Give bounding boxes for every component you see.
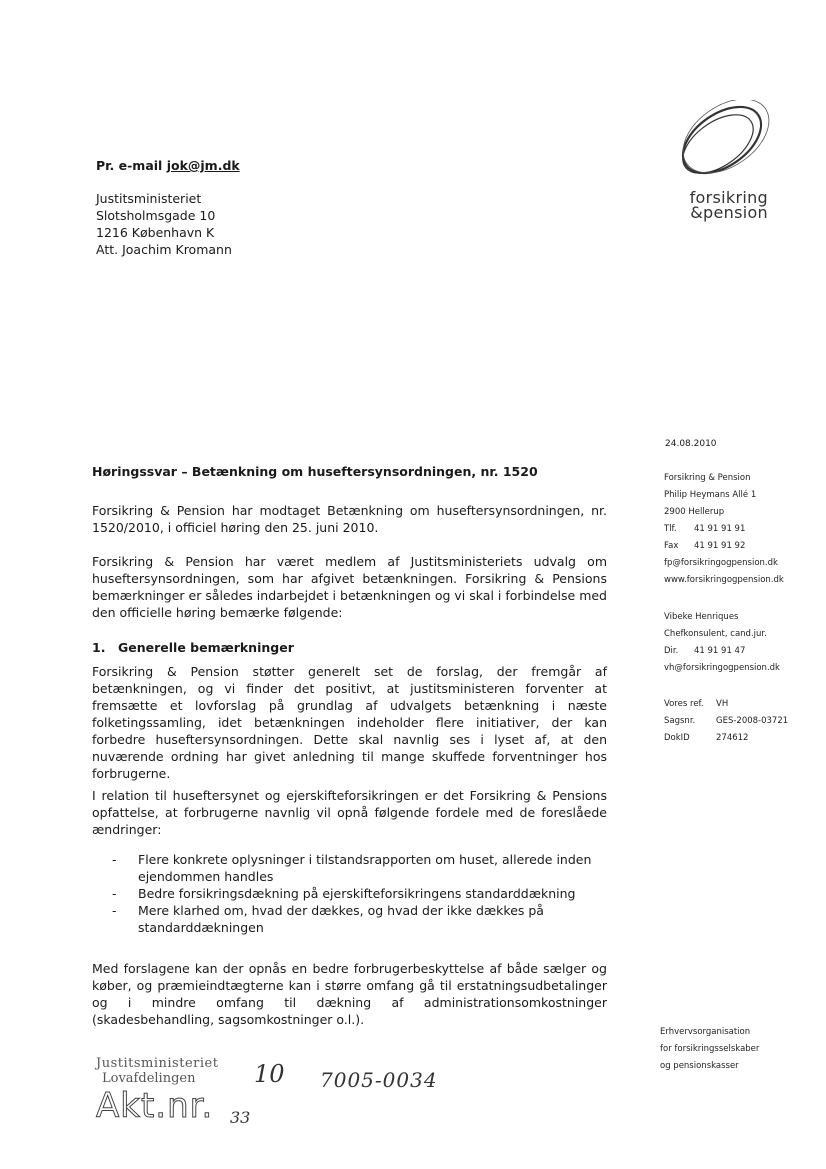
email-prefix: Pr. e-mail bbox=[96, 158, 163, 173]
reference-info bbox=[664, 696, 788, 747]
fax-label: Fax bbox=[664, 541, 679, 551]
ref-row bbox=[664, 713, 788, 730]
section-title: Generelle bemærkninger bbox=[118, 640, 294, 655]
phone-value: 41 91 91 91 bbox=[694, 524, 746, 534]
sender-org: Forsikring & Pension bbox=[664, 473, 751, 483]
sender-street: Philip Heymans Allé 1 bbox=[664, 490, 757, 500]
handwritten-number: 10 bbox=[254, 1060, 285, 1088]
section-heading bbox=[92, 640, 294, 655]
ref-row bbox=[664, 730, 788, 747]
recipient-line: Slotsholmsgade 10 bbox=[96, 208, 216, 223]
paragraph: Forsikring & Pension har modtaget Betænkning om huseftersynsordningen, nr. 1520/2010, i officiel høring den 25. juni 2010. bbox=[92, 503, 607, 535]
list-item-text: Mere klarhed om, hvad der dækkes, og hvad der ikke dækkes på standarddækningen bbox=[138, 903, 544, 935]
recipient-line: Justitsministeriet bbox=[96, 191, 202, 206]
direct-value: 41 91 91 47 bbox=[694, 646, 746, 656]
contact-direct bbox=[664, 643, 780, 660]
ref-row bbox=[664, 696, 788, 713]
section-number: 1. bbox=[92, 640, 106, 655]
contact-email[interactable]: vh@forsikringogpension.dk bbox=[664, 663, 780, 673]
contact-name: Vibeke Henriques bbox=[664, 612, 739, 622]
ref-label: Vores ref. bbox=[664, 699, 704, 709]
sender-web[interactable]: www.forsikringogpension.dk bbox=[664, 575, 784, 585]
ref-label: DokID bbox=[664, 733, 690, 743]
footer-line: og pensionskasser bbox=[660, 1061, 739, 1071]
stamp-line: Lovafdelingen bbox=[102, 1071, 196, 1086]
stamp-akt-label: Akt.nr. bbox=[96, 1086, 214, 1126]
paragraph: Forsikring & Pension har været medlem af Justitsministeriets udvalg om huseftersynsordningen, som har afgivet betænkningen. Forsikring & Pensions bemærkninger er således indarbejdet i betænkningen og vi skal i forbindelse med den officielle høring bemærke følgende: bbox=[92, 554, 607, 620]
sender-email[interactable]: fp@forsikringogpension.dk bbox=[664, 558, 778, 568]
bullet-marker: - bbox=[112, 852, 117, 867]
paragraph: Med forslagene kan der opnås en bedre forbrugerbeskyttelse af både sælger og køber, og præmieindtægterne kan i større omfang gå til erstatningsudbetalinger og i mindre omfang til dækning af administrationsomkostninger (skadesbehandling, sagsomkostninger o.l.). bbox=[92, 961, 607, 1027]
recipient-line: Att. Joachim Kromann bbox=[96, 242, 232, 257]
ministry-stamp bbox=[96, 1056, 218, 1126]
sender-city: 2900 Hellerup bbox=[664, 507, 725, 517]
sender-info bbox=[664, 470, 784, 589]
ref-value: 274612 bbox=[716, 733, 749, 743]
paragraph: Forsikring & Pension støtter generelt set de forslag, der fremgår af betænkningen, og vi finder det positivt, at justitsministeren forventer at fremsætte et lovforslag på grundlag af udvalgets betænkning i næste folketingssamling, idet betænkningen indeholder flere initiativer, der kan forbedre huseftersynsordningen. Dette skal navnlig ses i lyset af, at den nuværende ordning har givet anledning til mange skuffede forventninger hos forbrugerne. bbox=[92, 664, 607, 781]
letter-date: 24.08.2010 bbox=[665, 439, 717, 449]
letter-subject: Høringssvar – Betænkning om huseftersynsordningen, nr. 1520 bbox=[92, 464, 538, 479]
list-item-text: Bedre forsikringsdækning på ejerskifteforsikringens standarddækning bbox=[138, 886, 576, 901]
sender-phone bbox=[664, 521, 784, 538]
paragraph: I relation til huseftersynet og ejerskifteforsikringen er det Forsikring & Pensions opfattelse, at forbrugerne navnlig vil opnå følgende fordele med de foreslåede ændringer: bbox=[92, 788, 607, 837]
footer-line: Erhvervsorganisation bbox=[660, 1027, 751, 1037]
ref-value: GES-2008-03721 bbox=[716, 716, 789, 726]
logo-line: &pension bbox=[690, 203, 768, 222]
sender-fax bbox=[664, 538, 784, 555]
stamp-line: Justitsministeriet bbox=[96, 1056, 219, 1071]
email-line bbox=[96, 158, 240, 173]
phone-label: Tlf. bbox=[664, 524, 677, 534]
logo-wordmark bbox=[672, 190, 768, 220]
email-link[interactable]: jok@jm.dk bbox=[166, 158, 240, 173]
handwritten-akt-number: 33 bbox=[230, 1108, 251, 1127]
benefit-list bbox=[112, 851, 607, 936]
direct-label: Dir. bbox=[664, 646, 679, 656]
contact-info bbox=[664, 609, 780, 677]
logo-line: forsikring bbox=[689, 188, 768, 207]
recipient-line: 1216 København K bbox=[96, 225, 215, 240]
list-item bbox=[112, 851, 607, 885]
list-item bbox=[112, 885, 607, 902]
ref-value: VH bbox=[716, 699, 729, 709]
fax-value: 41 91 91 92 bbox=[694, 541, 746, 551]
recipient-address bbox=[96, 190, 232, 258]
handwritten-case-number: 7005-0034 bbox=[320, 1068, 438, 1092]
footer-line: for forsikringsselskaber bbox=[660, 1044, 760, 1054]
footer-organisation bbox=[660, 1024, 759, 1075]
list-item-text: Flere konkrete oplysninger i tilstandsrapporten om huset, allerede inden ejendommen handles bbox=[138, 852, 592, 884]
bullet-marker: - bbox=[112, 903, 117, 918]
ref-label: Sagsnr. bbox=[664, 716, 696, 726]
list-item bbox=[112, 902, 607, 936]
bullet-marker: - bbox=[112, 886, 117, 901]
contact-title: Chefkonsulent, cand.jur. bbox=[664, 629, 767, 639]
